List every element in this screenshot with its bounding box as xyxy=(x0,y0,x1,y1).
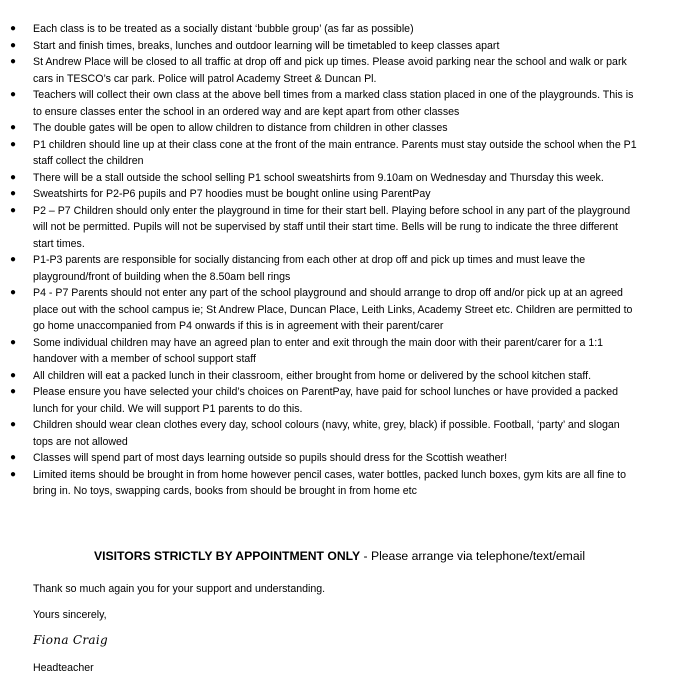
closing-text: Yours sincerely, xyxy=(33,609,107,621)
list-item: ● Each class is to be treated as a socially distant ‘bubble group’ (as far as possible) xyxy=(10,23,414,35)
list-item: ● P1 children should line up at their class cone at the front of the main entrance. Parents must stay outside the school when the P1 staff collect the children xyxy=(10,138,637,167)
list-item: ● P1-P3 parents are responsible for socially distancing from each other at drop off and pick up times and must leave the playground/front of building when the 8.50am bell rings xyxy=(10,254,586,283)
visitors-notice-bold: VISITORS STRICTLY BY APPOINTMENT ONLY xyxy=(93,549,361,563)
list-item: ● Please ensure you have selected your child’s choices on ParentPay, have paid for school lunches or have provided a packed lunch for your child. We will support P1 parents to do this. xyxy=(10,386,618,415)
list-item: ● Some individual children may have an agreed plan to enter and exit through the main door with their parent/carer for a 1:1 handover with a member of school support staff xyxy=(10,336,604,365)
signature: Fiona Craig xyxy=(33,633,108,647)
list-item: ● P4 - P7 Parents should not enter any part of the school playground and should arrange to drop off and/or pick up at an agreed place out with the school campus ie; St Andrew Place, Duncan Place, Leith Links, Academy Street etc. Children are permitted to go home unaccompanied from P4 onwards if this is in agreement with their parent/carer xyxy=(10,287,633,332)
list-item: ● Children should wear clean clothes every day, school colours (navy, white, grey, black) if possible. Football, ‘party’ and slogan tops are not allowed xyxy=(10,419,620,448)
list-item: ● The double gates will be open to allow children to distance from children in other classes xyxy=(10,122,448,134)
visitors-notice xyxy=(0,548,679,564)
list-item: ● P2 – P7 Children should only enter the playground in time for their start bell. Playing before school in any part of the playground will not be permitted. Pupils will not be supervised by staff until their start time. Bells will be rung to indicate the three different start times. xyxy=(10,204,631,250)
list-item: ● Teachers will collect their own class at the above bell times from a marked class station placed in one of the playgrounds. This is to ensure classes enter the school in an ordered way and are kept apart from other classes xyxy=(10,89,634,118)
list-item: ● Sweatshirts for P2-P6 pupils and P7 hoodies must be bought online using ParentPay xyxy=(10,188,431,200)
list-item: ● There will be a stall outside the school selling P1 school sweatshirts from 9.10am on Wednesday and Thursday this week. xyxy=(10,171,604,184)
role-text: Headteacher xyxy=(33,662,94,674)
list-item: ● Limited items should be brought in from home however pencil cases, water bottles, packed lunch boxes, gym kits are all fine to bring in. No toys, swapping cards, books from should be brought in from home etc xyxy=(10,468,626,497)
thanks-text: Thank so much again you for your support and understanding. xyxy=(33,583,326,595)
guidelines-list xyxy=(0,21,679,500)
visitors-notice-rest: - Please arrange via telephone/text/email xyxy=(360,549,586,563)
list-item: ● Start and finish times, breaks, lunches and outdoor learning will be timetabled to keep classes apart xyxy=(10,39,500,52)
list-item: ● St Andrew Place will be closed to all traffic at drop off and pick up times. Please avoid parking near the school and walk or park cars in TESCO’s car park. Police will patrol Academy Street & Duncan Pl. xyxy=(10,56,627,85)
list-item: ● All children will eat a packed lunch in their classroom, either brought from home or delivered by the school kitchen staff. xyxy=(10,369,592,382)
list-item: ● Classes will spend part of most days learning outside so pupils should dress for the Scottish weather! xyxy=(10,452,508,464)
